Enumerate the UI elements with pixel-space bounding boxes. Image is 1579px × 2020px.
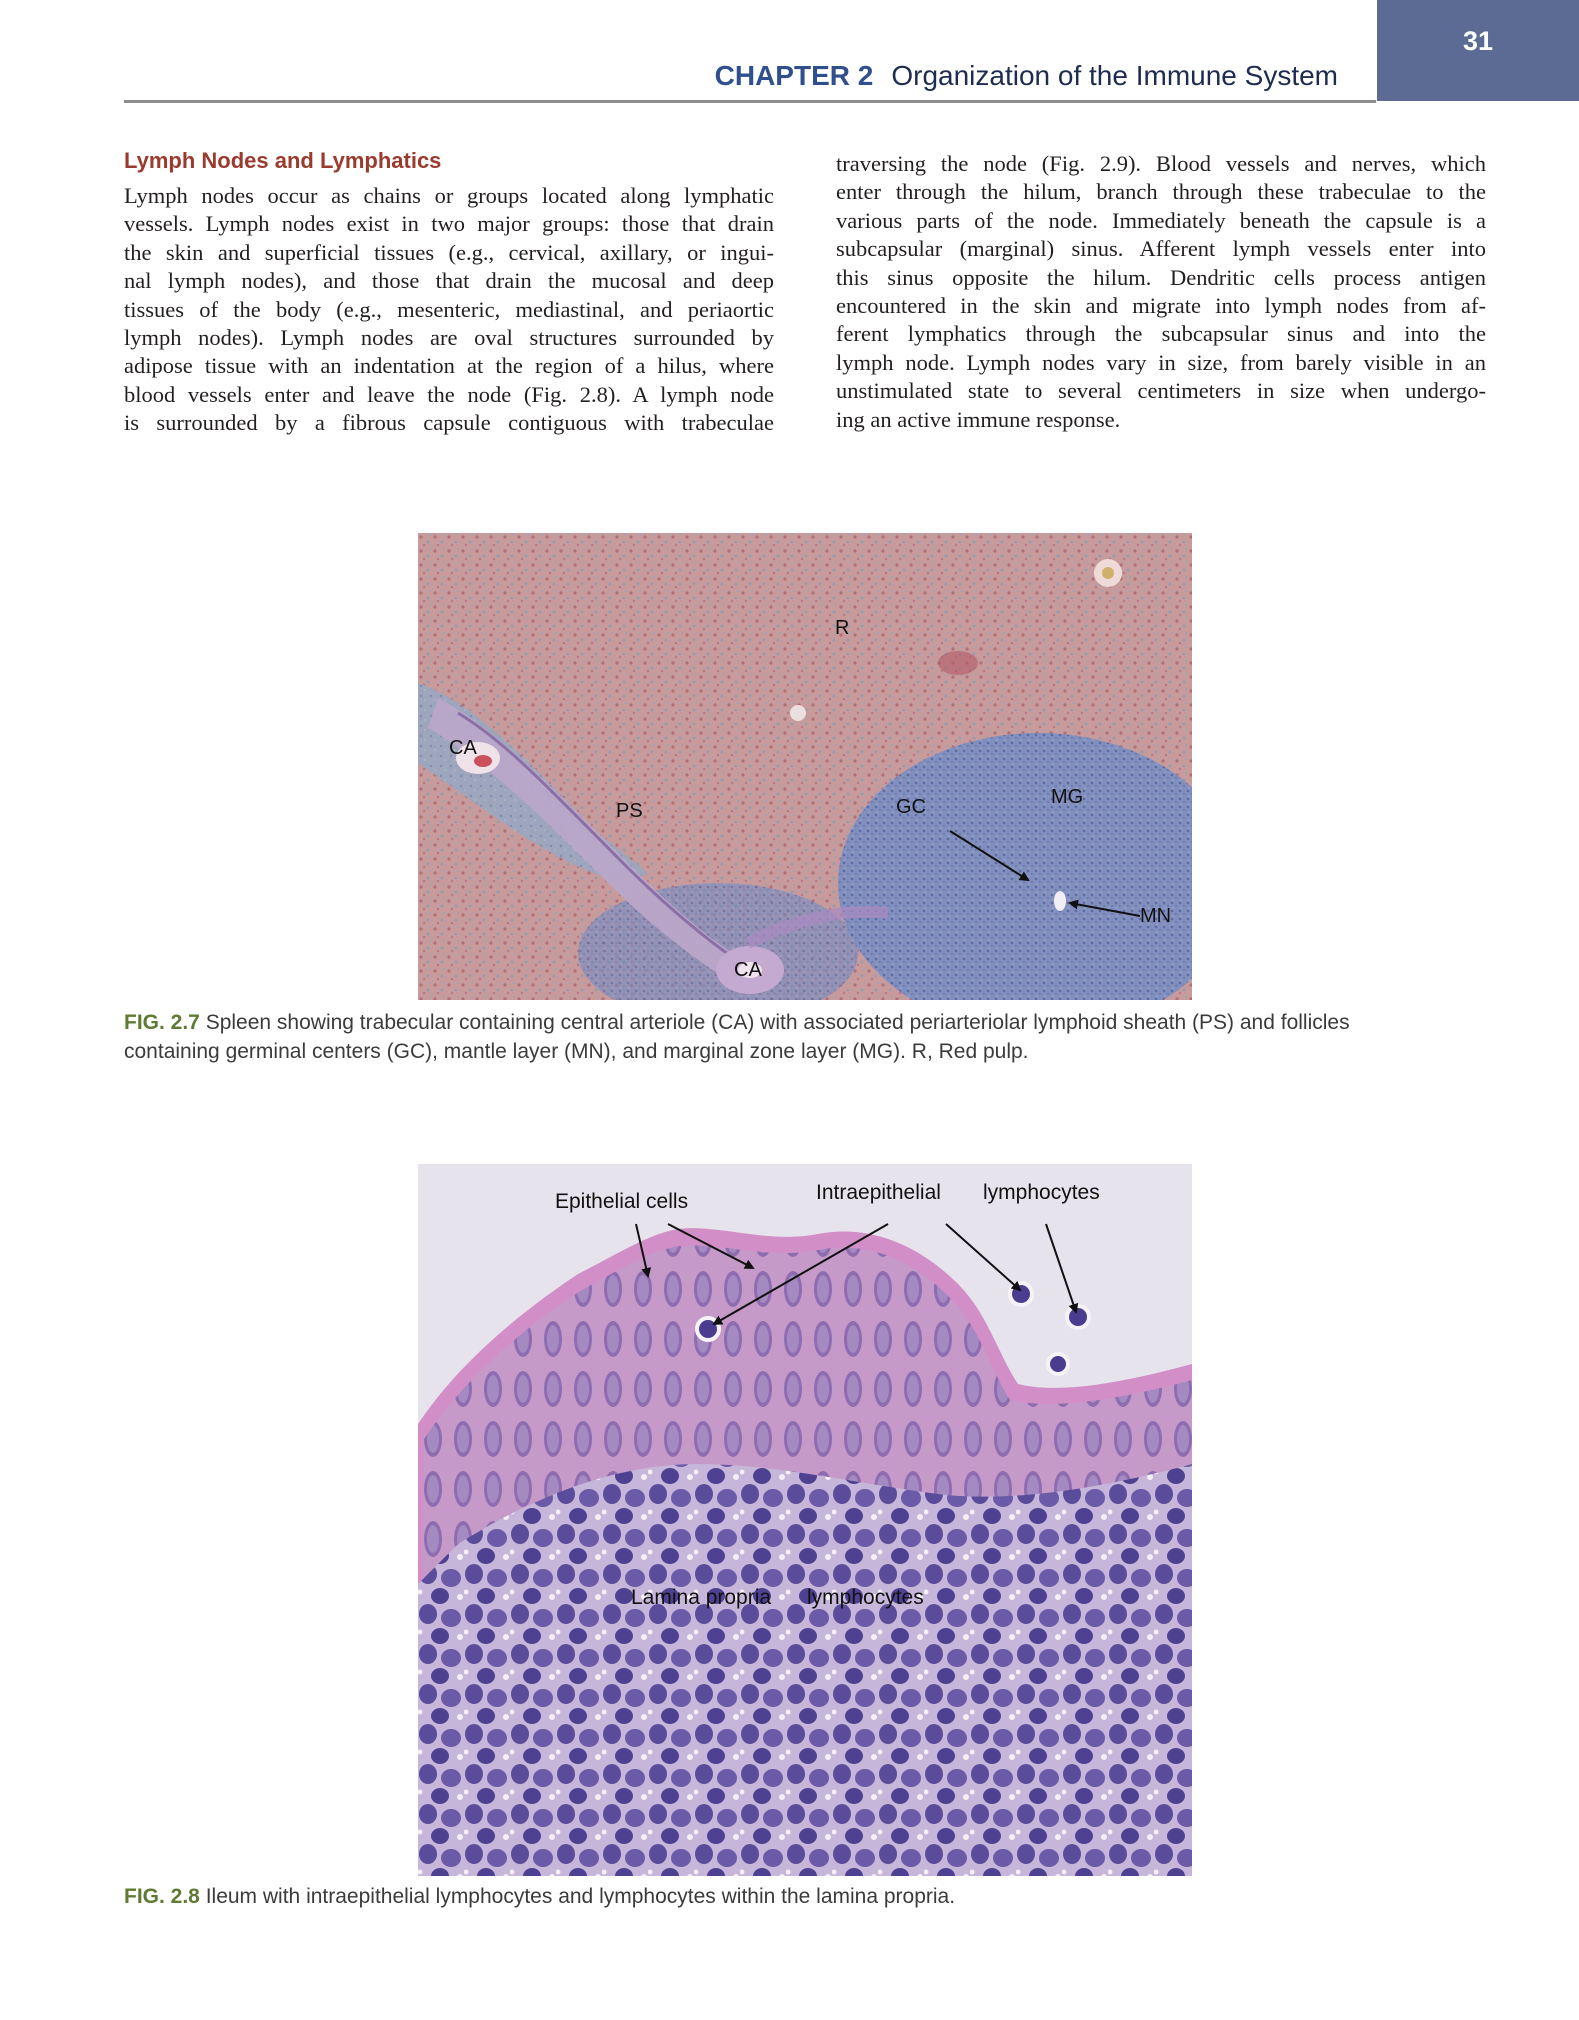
- body-line: is surrounded by a fibrous capsule contiguous with trabeculae: [124, 410, 774, 436]
- label-mg: MG: [1051, 786, 1084, 808]
- label-ca-top: CA: [449, 737, 477, 759]
- figure-number: FIG. 2.8: [124, 1885, 200, 1908]
- body-line: unstimulated state to several centimeters in size when undergo-: [836, 378, 1486, 404]
- ileum-micrograph: [418, 1164, 1192, 1876]
- label-gc: GC: [896, 796, 926, 818]
- body-line: subcapsular (marginal) sinus. Afferent lymph vessels enter into: [836, 236, 1486, 262]
- running-head: [124, 60, 1338, 98]
- section-heading: Lymph Nodes and Lymphatics: [124, 148, 442, 173]
- body-line: adipose tissue with an indentation at the region of a hilus, where: [124, 353, 774, 379]
- body-line: ferent lymphatics through the subcapsular sinus and into the: [836, 321, 1486, 347]
- body-line: the skin and superficial tissues (e.g., cervical, axillary, or ingui-: [124, 239, 774, 265]
- label-intraepithelial-lymphocytes: lymphocytes: [983, 1181, 1100, 1204]
- body-line: enter through the hilum, branch through these trabeculae to the: [836, 179, 1486, 205]
- caption-text: containing germinal centers (GC), mantle layer (MN), and marginal zone layer (MG). R, Red pulp.: [124, 1040, 1029, 1063]
- body-line: lymph nodes). Lymph nodes are oval structures surrounded by: [124, 324, 774, 350]
- body-line: traversing the node (Fig. 2.9). Blood vessels and nerves, which: [836, 151, 1486, 176]
- body-line: nal lymph nodes), and those that drain the mucosal and deep: [124, 268, 774, 294]
- label-lamina-propria: Lamina propria: [631, 1586, 772, 1609]
- body-line: lymph node. Lymph nodes vary in size, from barely visible in an: [836, 349, 1486, 375]
- body-line: various parts of the node. Immediately beneath the capsule is a: [836, 207, 1486, 233]
- body-line: blood vessels enter and leave the node (Fig. 2.8). A lymph node: [124, 381, 774, 407]
- body-line: tissues of the body (e.g., mesenteric, mediastinal, and periaortic: [124, 296, 774, 322]
- label-r: R: [835, 617, 850, 639]
- body-line: vessels. Lymph nodes exist in two major groups: those that drain: [124, 211, 774, 237]
- left-column: [124, 145, 774, 438]
- body-line: ing an active immune response.: [836, 406, 1121, 432]
- page-number: 31: [1462, 26, 1494, 56]
- chapter-label: CHAPTER 2: [714, 60, 874, 91]
- body-line: Lymph nodes occur as chains or groups located along lymphatic: [124, 183, 774, 208]
- right-column: [836, 150, 1486, 434]
- label-mn: MN: [1140, 905, 1172, 927]
- body-line: encountered in the skin and migrate into lymph nodes from af-: [836, 292, 1486, 318]
- label-epithelial-cells: Epithelial cells: [555, 1190, 689, 1213]
- label-intraepithelial: Intraepithelial: [816, 1181, 941, 1204]
- body-line: this sinus opposite the hilum. Dendritic cells process antigen: [836, 264, 1486, 290]
- chapter-title: Organization of the Immune System: [891, 60, 1338, 91]
- label-ca-bottom: CA: [734, 959, 762, 981]
- header-rule: [124, 100, 1376, 103]
- figure-2-7-caption: [124, 1008, 1490, 1066]
- spleen-micrograph: [418, 533, 1192, 1000]
- label-ps: PS: [616, 800, 643, 822]
- label-lamina-propria-lymphocytes: lymphocytes: [807, 1586, 924, 1609]
- caption-text: Spleen showing trabecular containing central arteriole (CA) with associated periarteriolar lymphoid sheath (PS) and follicles: [205, 1011, 1350, 1034]
- spleen-micrograph-image: [418, 533, 1192, 1000]
- caption-text: Ileum with intraepithelial lymphocytes and lymphocytes within the lamina propria.: [205, 1885, 956, 1908]
- ileum-micrograph-image: [418, 1164, 1192, 1876]
- figure-2-8-caption: [124, 1882, 1490, 1911]
- figure-number: FIG. 2.7: [124, 1011, 200, 1034]
- page-number-box: [1377, 0, 1579, 101]
